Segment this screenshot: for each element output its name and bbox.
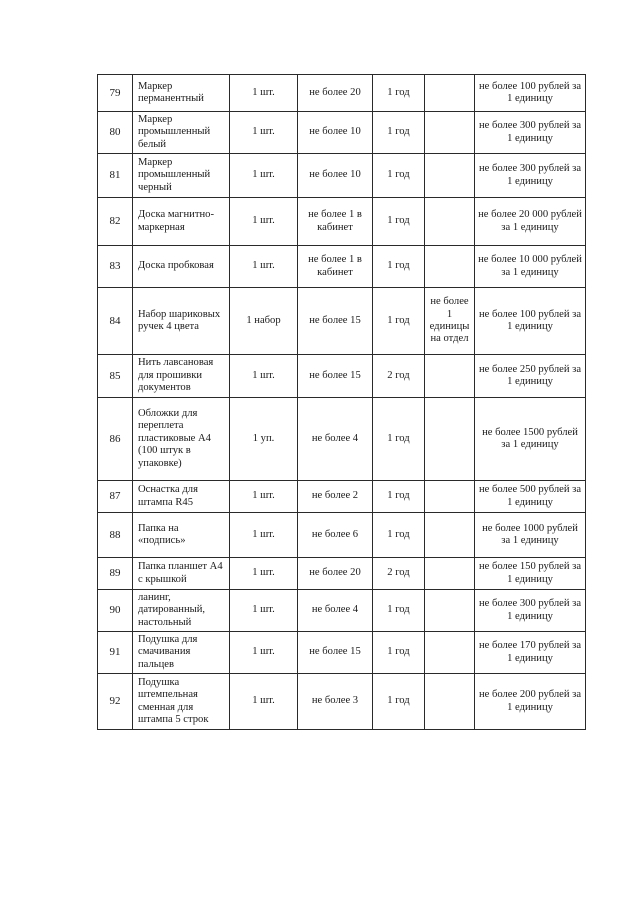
table-row [98, 288, 586, 355]
row-number: 92 [98, 674, 133, 730]
note-cell [425, 674, 475, 730]
quantity-limit: не более 3 [298, 674, 373, 730]
price-limit: не более 100 рублей за 1 единицу [475, 288, 586, 355]
table-body [98, 75, 586, 730]
row-number: 88 [98, 513, 133, 558]
usage-term: 1 год [373, 288, 425, 355]
row-number: 87 [98, 481, 133, 513]
unit-quantity: 1 шт. [230, 75, 298, 112]
row-number: 86 [98, 398, 133, 481]
price-limit: не более 100 рублей за 1 единицу [475, 75, 586, 112]
quantity-limit: не более 10 [298, 112, 373, 154]
unit-quantity: 1 шт. [230, 154, 298, 198]
unit-quantity: 1 шт. [230, 632, 298, 674]
quantity-limit: не более 20 [298, 75, 373, 112]
price-limit: не более 1000 рублей за 1 единицу [475, 513, 586, 558]
table-row [98, 154, 586, 198]
unit-quantity: 1 шт. [230, 246, 298, 288]
price-limit: не более 150 рублей за 1 единицу [475, 558, 586, 590]
quantity-limit: не более 6 [298, 513, 373, 558]
item-name: Обложки для переплета пластиковые А4 (100 штук в упаковке) [133, 398, 230, 481]
usage-term: 1 год [373, 198, 425, 246]
item-name: Доска магнитно-маркерная [133, 198, 230, 246]
usage-term: 1 год [373, 590, 425, 632]
quantity-limit: не более 10 [298, 154, 373, 198]
quantity-limit: не более 2 [298, 481, 373, 513]
note-cell [425, 75, 475, 112]
usage-term: 1 год [373, 632, 425, 674]
item-name: Маркер перманентный [133, 75, 230, 112]
price-limit: не более 300 рублей за 1 единицу [475, 590, 586, 632]
usage-term: 1 год [373, 112, 425, 154]
note-cell [425, 590, 475, 632]
price-limit: не более 300 рублей за 1 единицу [475, 112, 586, 154]
item-name: Набор шариковых ручек 4 цвета [133, 288, 230, 355]
usage-term: 1 год [373, 674, 425, 730]
row-number: 81 [98, 154, 133, 198]
price-limit: не более 1500 рублей за 1 единицу [475, 398, 586, 481]
note-cell [425, 398, 475, 481]
quantity-limit: не более 15 [298, 288, 373, 355]
quantity-limit: не более 15 [298, 632, 373, 674]
table-row [98, 513, 586, 558]
item-name: Маркер промышленный черный [133, 154, 230, 198]
row-number: 91 [98, 632, 133, 674]
usage-term: 1 год [373, 513, 425, 558]
item-name: Оснастка для штампа R45 [133, 481, 230, 513]
note-cell [425, 481, 475, 513]
usage-term: 1 год [373, 154, 425, 198]
table-row [98, 674, 586, 730]
row-number: 90 [98, 590, 133, 632]
table-row [98, 112, 586, 154]
table-row [98, 246, 586, 288]
row-number: 82 [98, 198, 133, 246]
unit-quantity: 1 шт. [230, 112, 298, 154]
note-cell [425, 112, 475, 154]
note-cell [425, 246, 475, 288]
row-number: 80 [98, 112, 133, 154]
note-cell [425, 558, 475, 590]
price-limit: не более 200 рублей за 1 единицу [475, 674, 586, 730]
table-row [98, 355, 586, 398]
item-name: Папка планшет А4 с крышкой [133, 558, 230, 590]
usage-term: 2 год [373, 558, 425, 590]
unit-quantity: 1 шт. [230, 558, 298, 590]
supplies-table [97, 74, 586, 730]
row-number: 85 [98, 355, 133, 398]
usage-term: 1 год [373, 246, 425, 288]
unit-quantity: 1 шт. [230, 481, 298, 513]
table-row [98, 75, 586, 112]
note-cell [425, 632, 475, 674]
note-cell [425, 198, 475, 246]
table-row [98, 632, 586, 674]
item-name: Папка на «подпись» [133, 513, 230, 558]
table-row [98, 590, 586, 632]
row-number: 89 [98, 558, 133, 590]
price-limit: не более 20 000 рублей за 1 единицу [475, 198, 586, 246]
usage-term: 1 год [373, 481, 425, 513]
quantity-limit: не более 15 [298, 355, 373, 398]
item-name: Подушка для смачивания пальцев [133, 632, 230, 674]
quantity-limit: не более 20 [298, 558, 373, 590]
table-row [98, 198, 586, 246]
item-name: Доска пробковая [133, 246, 230, 288]
unit-quantity: 1 шт. [230, 355, 298, 398]
usage-term: 1 год [373, 398, 425, 481]
note-cell [425, 513, 475, 558]
price-limit: не более 170 рублей за 1 единицу [475, 632, 586, 674]
unit-quantity: 1 уп. [230, 398, 298, 481]
usage-term: 1 год [373, 75, 425, 112]
item-name: Подушка штемпельная сменная для штампа 5 строк [133, 674, 230, 730]
table-row [98, 481, 586, 513]
row-number: 84 [98, 288, 133, 355]
row-number: 79 [98, 75, 133, 112]
note-cell [425, 154, 475, 198]
unit-quantity: 1 шт. [230, 513, 298, 558]
quantity-limit: не более 4 [298, 590, 373, 632]
table-row [98, 558, 586, 590]
unit-quantity: 1 шт. [230, 674, 298, 730]
unit-quantity: 1 набор [230, 288, 298, 355]
unit-quantity: 1 шт. [230, 198, 298, 246]
item-name: ланинг, датированный, настольный [133, 590, 230, 632]
price-limit: не более 500 рублей за 1 единицу [475, 481, 586, 513]
price-limit: не более 10 000 рублей за 1 единицу [475, 246, 586, 288]
quantity-limit: не более 1 в кабинет [298, 246, 373, 288]
note-cell [425, 355, 475, 398]
unit-quantity: 1 шт. [230, 590, 298, 632]
quantity-limit: не более 4 [298, 398, 373, 481]
row-number: 83 [98, 246, 133, 288]
price-limit: не более 250 рублей за 1 единицу [475, 355, 586, 398]
item-name: Нить лавсановая для прошивки документов [133, 355, 230, 398]
price-limit: не более 300 рублей за 1 единицу [475, 154, 586, 198]
item-name: Маркер промышленный белый [133, 112, 230, 154]
note-cell: не более 1 единицы на отдел [425, 288, 475, 355]
usage-term: 2 год [373, 355, 425, 398]
table-row [98, 398, 586, 481]
quantity-limit: не более 1 в кабинет [298, 198, 373, 246]
